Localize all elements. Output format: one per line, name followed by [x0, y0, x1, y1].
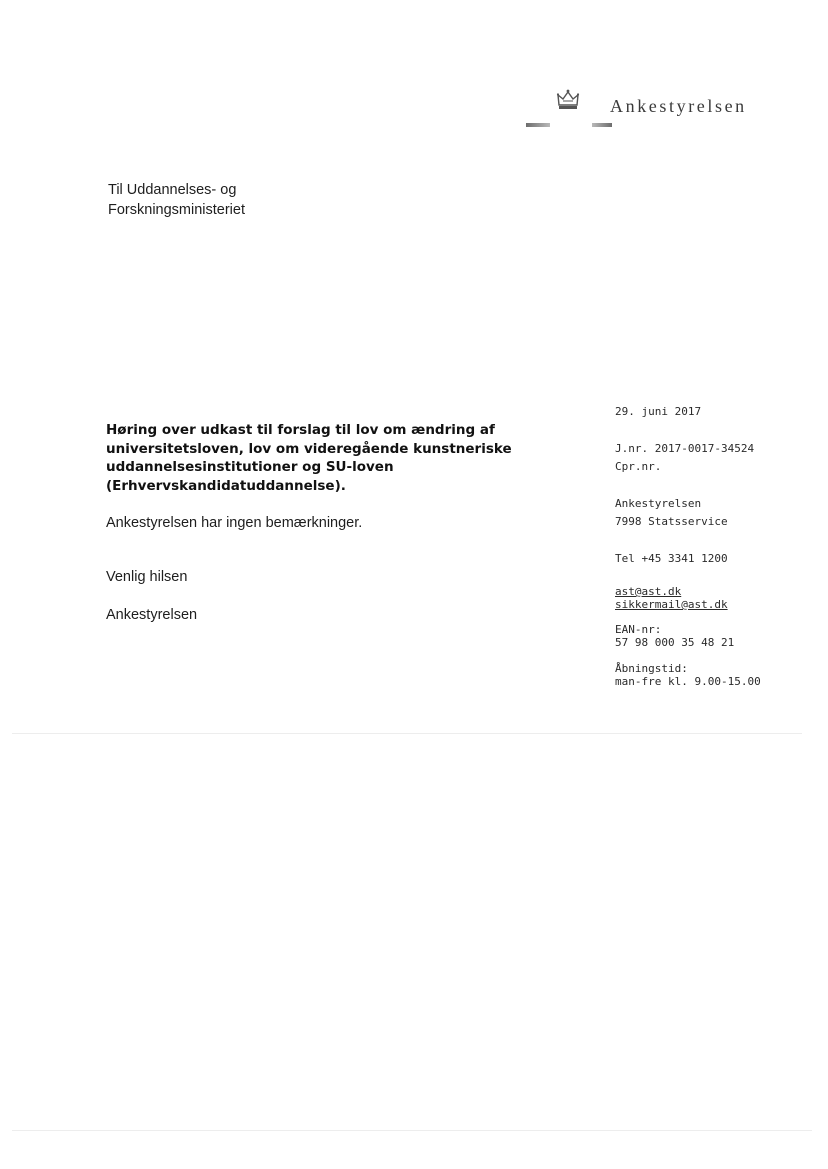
opening-hours-label: Åbningstid: — [615, 662, 688, 675]
sender-address: 7998 Statsservice — [615, 515, 728, 528]
letter-date: 29. juni 2017 — [615, 405, 702, 418]
letterhead-bar-left — [526, 123, 550, 127]
opening-hours: man-fre kl. 9.00-15.00 — [615, 675, 761, 688]
recipient-block — [108, 180, 245, 220]
scan-artifact-line — [12, 1130, 812, 1131]
sender-phone: Tel +45 3341 1200 — [615, 552, 728, 565]
organization-name: Ankestyrelsen — [610, 96, 747, 116]
journal-number: J.nr. 2017-0017-34524 — [615, 442, 755, 455]
letter-subject: Høring over udkast til forslag til lov om ændring af universitetsloven, lov om videregående kunstneriske uddannelsesinstitutioner og SU-loven (Erhvervskandidatuddannelse). — [106, 422, 512, 494]
ean-number: 57 98 000 35 48 21 — [615, 636, 735, 649]
email-link[interactable]: ast@ast.dk — [615, 585, 682, 598]
recipient-line-1: Til Uddannelses- og — [108, 182, 237, 198]
scan-artifact-line — [12, 733, 802, 734]
sender-name: Ankestyrelsen — [615, 497, 702, 510]
secure-email-link[interactable]: sikkermail@ast.dk — [615, 598, 728, 611]
recipient-line-2: Forskningsministeriet — [108, 202, 245, 218]
letterhead-bar-right — [592, 123, 612, 127]
cpr-number: Cpr.nr. — [615, 460, 662, 473]
letter-signature: Ankestyrelsen — [106, 607, 198, 623]
letter-statement: Ankestyrelsen har ingen bemærkninger. — [106, 515, 363, 531]
letter-greeting: Venlig hilsen — [106, 569, 188, 585]
ean-label: EAN-nr: — [615, 623, 662, 636]
letterhead-logo — [520, 86, 790, 134]
crown-icon — [556, 88, 580, 112]
